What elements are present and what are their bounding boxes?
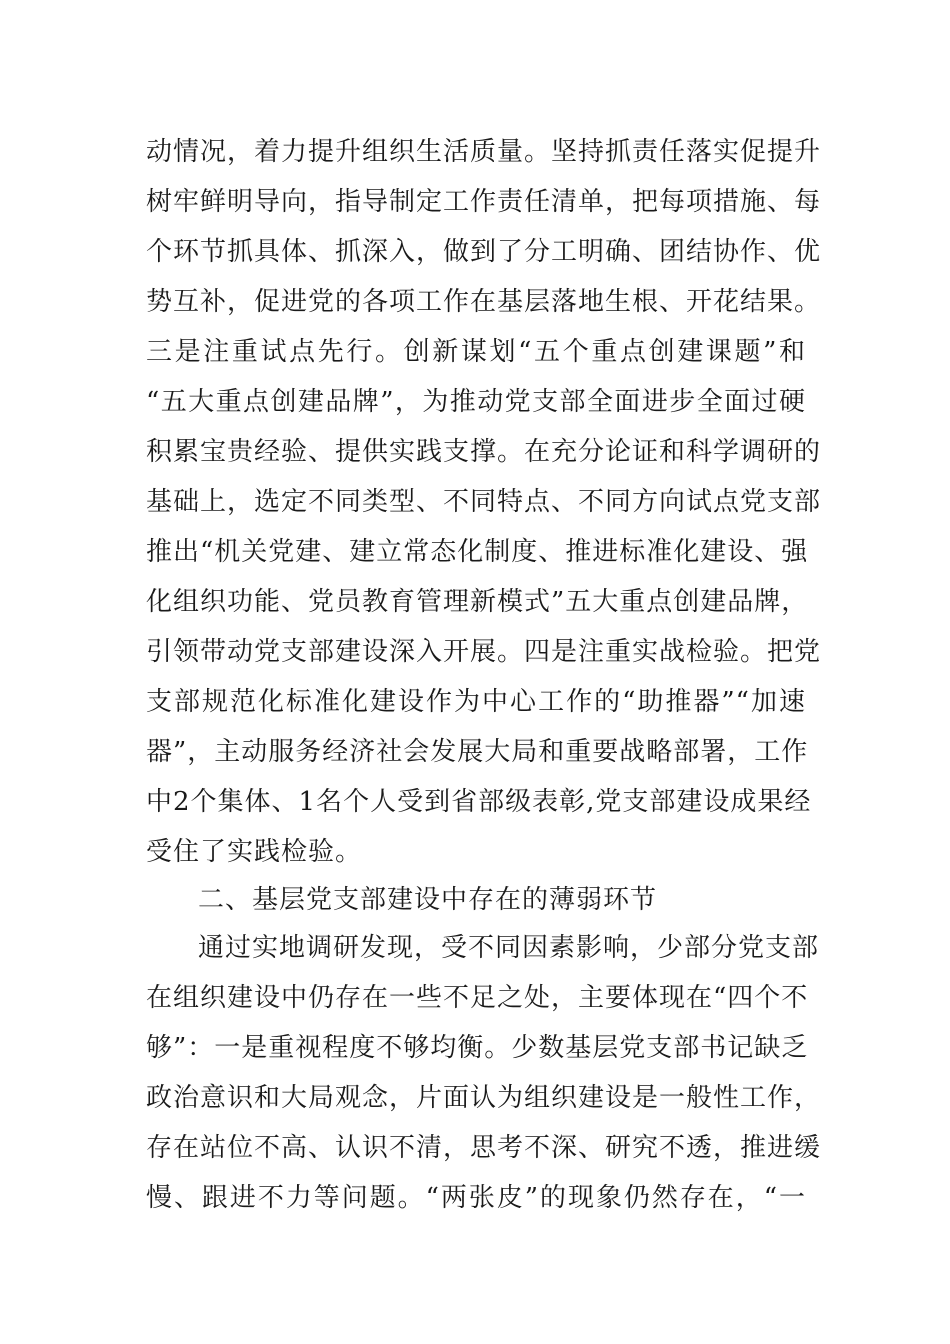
text-line-8: 基础上，选定不同类型、不同特点、不同方向试点党支部 xyxy=(146,487,822,517)
text-line-21: 存在站位不高、认识不清，思考不深、研究不透，推进缓 xyxy=(146,1133,822,1163)
text-line-5: 三是注重试点先行。创新谋划“五个重点创建课题”和 xyxy=(146,337,806,367)
text-line-1: 动情况，着力提升组织生活质量。坚持抓责任落实促提升 xyxy=(146,137,822,167)
text-line-9: 推出“机关党建、建立常态化制度、推进标准化建设、强 xyxy=(146,537,809,567)
text-line-14: 中2个集体、1名个人受到省部级表彰,党支部建设成果经 xyxy=(146,787,812,817)
text-line-19: 够”：一是重视程度不够均衡。少数基层党支部书记缺乏 xyxy=(146,1033,809,1063)
text-line-15: 受住了实践检验。 xyxy=(146,837,363,867)
text-line-6: “五大重点创建品牌”，为推动党支部全面进步全面过硬 xyxy=(146,387,806,417)
text-line-20: 政治意识和大局观念，片面认为组织建设是一般性工作， xyxy=(146,1083,822,1113)
text-line-13: 器”，主动服务经济社会发展大局和重要战略部署，工作 xyxy=(146,737,809,767)
text-line-7: 积累宝贵经验、提供实践支撑。在充分论证和科学调研的 xyxy=(146,437,822,467)
text-line-11: 引领带动党支部建设深入开展。四是注重实战检验。把党 xyxy=(146,637,822,667)
text-line-3: 个环节抓具体、抓深入，做到了分工明确、团结协作、优 xyxy=(146,237,822,267)
text-line-2: 树牢鲜明导向，指导制定工作责任清单，把每项措施、每 xyxy=(146,187,822,217)
text-line-18: 在组织建设中仍存在一些不足之处，主要体现在“四个不 xyxy=(146,983,809,1013)
text-line-4: 势互补，促进党的各项工作在基层落地生根、开花结果。 xyxy=(146,287,822,317)
text-line-17: 通过实地调研发现，受不同因素影响，少部分党支部 xyxy=(198,933,820,963)
text-line-22: 慢、跟进不力等问题。“两张皮”的现象仍然存在，“一 xyxy=(146,1183,806,1213)
text-line-12: 支部规范化标准化建设作为中心工作的“助推器”“加速 xyxy=(146,687,806,717)
section-heading: 二、基层党支部建设中存在的薄弱环节 xyxy=(198,885,658,915)
text-line-10: 化组织功能、党员教育管理新模式”五大重点创建品牌， xyxy=(146,587,809,617)
